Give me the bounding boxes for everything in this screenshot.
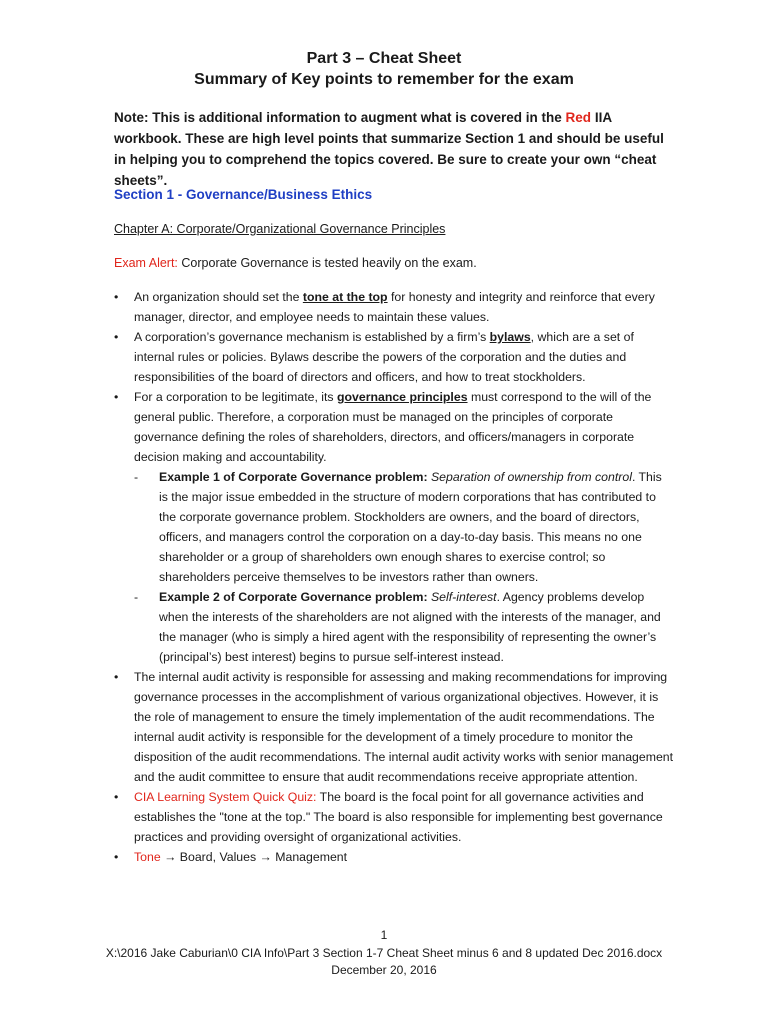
list-item — [114, 287, 674, 327]
bullet-dot: • — [114, 330, 119, 344]
title-line-1: Part 3 – Cheat Sheet — [306, 50, 462, 67]
key-term: bylaws — [489, 330, 531, 344]
exam-alert — [114, 256, 477, 270]
bullet-text: → Board, Values → Management — [160, 850, 348, 864]
sub-text: . Agency problems develop when the interests of the shareholders are not aligned with the interests of the manager, and the manager (who is simply a hired agent with the responsibility of representing the owner’s (principal’s) best interest) begins to pursue self-interest instead. — [159, 590, 661, 664]
bullet-dot: • — [114, 290, 119, 304]
key-term: tone at the top — [302, 290, 388, 304]
list-item — [114, 387, 674, 467]
sub-text: . This is the major issue embedded in the structure of modern corporations that has contributed to the corporate governance problem. Stockholders are owners, and the board of directors, officers, and managers control the corporation on a day-to-day basis. This means no one shareholder or a group of shareholders own enough shares to exercise control; so shareholders perceive themselves to be investors rather than owners. — [159, 470, 662, 584]
chapter-heading: Chapter A: Corporate/Organizational Governance Principles — [114, 222, 446, 236]
bullet-text: For a corporation to be legitimate, its — [134, 390, 337, 404]
exam-alert-label: Exam Alert: — [114, 256, 178, 270]
quick-quiz-label: CIA Learning System Quick Quiz: — [134, 790, 317, 804]
bullet-dot: • — [114, 390, 119, 404]
list-item — [114, 847, 674, 867]
bullet-list — [114, 287, 674, 867]
note-post: IIA workbook. These are high level points that summarize Section 1 and should be useful in helping you to comprehend the topics covered. Be sure to create your own “cheat sheets”. — [114, 110, 664, 188]
section-heading: Section 1 - Governance/Business Ethics — [114, 187, 373, 202]
list-item — [114, 787, 674, 847]
footer-file-path: X:\2016 Jake Caburian\0 CIA Info\Part 3 Section 1-7 Cheat Sheet minus 6 and 8 updated Dec 2016.docx — [105, 946, 663, 960]
footer-date: December 20, 2016 — [331, 963, 437, 977]
sub-dash: - — [134, 590, 139, 604]
tone-label: Tone — [134, 850, 161, 864]
bullet-dot: • — [114, 670, 119, 684]
sub-label: Example 1 of Corporate Governance problem: — [159, 470, 428, 484]
bullet-text: An organization should set the — [134, 290, 303, 304]
note-pre: Note: This is additional information to augment what is covered in the — [114, 110, 566, 125]
bullet-dot: • — [114, 850, 119, 864]
note-paragraph — [114, 107, 674, 191]
bullet-text: must correspond to the will of the general public. Therefore, a corporation must be managed on the principles of corporate governance defining the roles of shareholders, directors, and officers/managers in corporate decision making and accountability. — [134, 390, 652, 464]
sub-italic: Separation of ownership from control — [427, 470, 632, 484]
sub-list-item — [114, 587, 674, 667]
bullet-text: The internal audit activity is responsible for assessing and making recommendations for improving governance processes in the accomplishment of various organizational objectives. However, it is the role of management to ensure the timely implementation of the audit recommendations. The internal audit activity is responsible for the development of a timely procedure to monitor the disposition of the audit recommendations. The internal audit activity works with senior management and the audit committee to ensure that audit recommendations receive appropriate attention. — [134, 670, 674, 784]
bullet-text: A corporation’s governance mechanism is established by a firm’s — [134, 330, 490, 344]
list-item — [114, 667, 674, 787]
list-item — [114, 327, 674, 387]
key-term: governance principles — [337, 390, 468, 404]
title-line-2: Summary of Key points to remember for the exam — [194, 71, 574, 88]
bullet-text: , which are a set of internal rules or policies. Bylaws describe the powers of the corporation and the duties and responsibilities of the board of directors and officers, and how to treat stockholders. — [134, 330, 634, 384]
sub-label: Example 2 of Corporate Governance problem: — [159, 590, 428, 604]
note-red-word: Red — [565, 110, 592, 125]
sub-list-item — [114, 467, 674, 587]
sub-italic: Self-interest — [427, 590, 497, 604]
bullet-dot: • — [114, 790, 119, 804]
bullet-text: The board is the focal point for all governance activities and establishes the "tone at the top." The board is also responsible for implementing best governance practices and providing oversight of organizational activities. — [134, 790, 663, 844]
page-number: 1 — [380, 928, 388, 942]
exam-alert-text: Corporate Governance is tested heavily on the exam. — [177, 256, 477, 270]
sub-dash: - — [134, 470, 139, 484]
bullet-text: for honesty and integrity and reinforce that every manager, director, and employee needs to maintain these values. — [134, 290, 655, 324]
